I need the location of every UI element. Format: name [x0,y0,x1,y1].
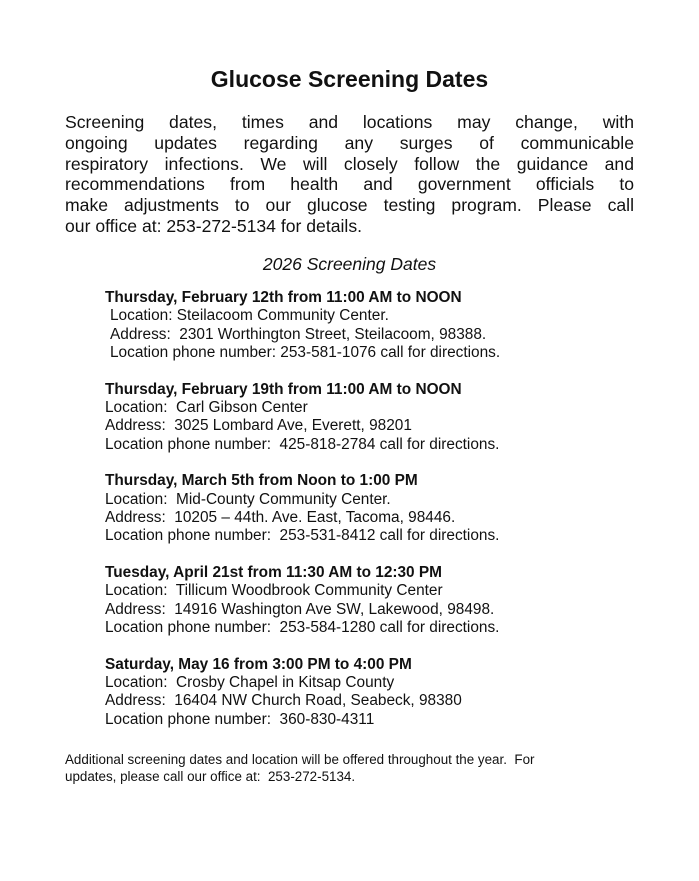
session-date: Saturday, May 16 from 3:00 PM to 4:00 PM [105,655,412,673]
session-location: Location: Tillicum Woodbrook Community Center [105,582,443,600]
screening-session [105,656,665,730]
session-date: Tuesday, April 21st from 11:30 AM to 12:30 PM [105,563,442,581]
intro-line: Screening dates, times and locations may change, with [65,112,634,132]
intro-paragraph [65,112,634,237]
session-phone: Location phone number: 360-830-4311 [105,710,375,728]
session-phone: Location phone number: 253-584-1280 call for directions. [105,619,500,637]
screening-sessions-list [105,289,665,747]
session-date: Thursday, February 19th from 11:00 AM to NOON [105,380,462,398]
screening-session [105,472,665,546]
session-location: Location: Steilacoom Community Center. [110,307,389,325]
session-phone: Location phone number: 253-531-8412 call for directions. [105,527,500,545]
intro-line: make adjustments to our glucose testing program. Please call [65,195,634,216]
intro-line: recommendations from health and government officials to [65,174,634,195]
intro-line: our office at: 253-272-5134 for details. [65,215,363,236]
footer-line: updates, please call our office at: 253-272-5134. [65,769,356,784]
footer-line: Additional screening dates and location will be offered throughout the year. For [65,752,535,767]
session-location: Location: Carl Gibson Center [105,399,308,417]
footer-note [65,751,635,785]
session-phone: Location phone number: 425-818-2784 call for directions. [105,435,500,453]
session-address: Address: 14916 Washington Ave SW, Lakewood, 98498. [105,600,495,618]
session-location: Location: Mid-County Community Center. [105,490,391,508]
schedule-subtitle: 2026 Screening Dates [262,254,437,274]
session-phone: Location phone number: 253-581-1076 call for directions. [110,344,501,362]
session-date: Thursday, March 5th from Noon to 1:00 PM [105,472,418,490]
session-address: Address: 16404 NW Church Road, Seabeck, 98380 [105,692,462,710]
session-address: Address: 2301 Worthington Street, Steilacoom, 98388. [110,325,487,343]
page-title: Glucose Screening Dates [210,66,489,92]
session-address: Address: 10205 – 44th. Ave. East, Tacoma, 98446. [105,509,456,527]
screening-session [105,564,665,638]
screening-session [105,289,665,363]
session-date: Thursday, February 12th from 11:00 AM to NOON [105,289,462,306]
session-address: Address: 3025 Lombard Ave, Everett, 98201 [105,417,412,435]
session-location: Location: Crosby Chapel in Kitsap County [105,673,395,691]
intro-line: ongoing updates regarding any surges of communicable [65,132,634,153]
screening-session [105,381,665,455]
intro-line: respiratory infections. We will closely follow the guidance and [65,153,634,174]
